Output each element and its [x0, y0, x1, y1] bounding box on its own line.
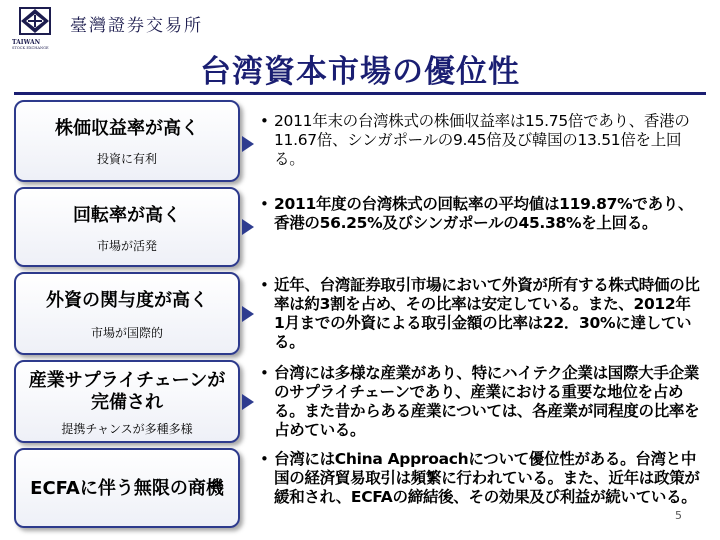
twse-logo [10, 6, 203, 50]
advantage-heading: 回転率が高く [73, 205, 181, 226]
advantage-subheading: 投資に有利 [96, 152, 157, 166]
advantage-bullet [260, 112, 700, 169]
arrow-right-icon [242, 394, 254, 410]
advantage-subheading: 市場が国際的 [90, 326, 163, 340]
advantage-description: 2011年末の台湾株式の株価収益率は15.75倍であり、香港の11.67倍、シンガポールの9.45倍及び韓国の13.51倍を上回る。 [274, 112, 690, 168]
title-divider [14, 92, 706, 95]
logo-english-subtitle: STOCK EXCHANGE [12, 46, 49, 50]
advantage-description: 台湾にはChina Approachについて優位性がある。台湾と中国の経済貿易取引は頻繁に行われている。また、近年は政策が緩和され、ECFAの締結後、その効果及び利益が続いている。 [274, 450, 700, 506]
advantage-bullet [260, 450, 700, 507]
arrow-right-icon [242, 136, 254, 152]
advantage-heading: 産業サプライチェーンが完備され [28, 370, 226, 413]
advantage-heading-box [14, 272, 240, 355]
advantage-subheading: 提携チャンスが多種多様 [61, 422, 193, 436]
advantage-heading-box [14, 448, 240, 528]
advantage-heading-box [14, 360, 240, 443]
advantage-bullet [260, 364, 700, 440]
logo-chinese-name: 臺灣證券交易所 [70, 16, 203, 36]
advantage-description: 台湾には多様な産業があり、特にハイテク企業は国際大手企業のサプライチェーンであり、産業における重要な地位を占める。また昔からある産業については、各産業が同程度の比率を占めている。 [274, 364, 700, 439]
page-number: 5 [675, 509, 682, 522]
advantage-description: 近年、台湾証券取引市場において外資が所有する株式時価の比率は約3割を占め、その比率は安定している。また、2012年1月までの外資による取引金額の比率は22．30%に達している。 [274, 276, 700, 351]
logo-english-name: TAIWAN [12, 39, 41, 46]
page-title: 台湾資本市場の優位性 [200, 54, 520, 90]
advantage-heading-box [14, 100, 240, 182]
bullet-icon: • [260, 112, 269, 130]
bullet-icon: • [260, 364, 269, 382]
advantage-heading: ECFAに伴う無限の商機 [30, 478, 224, 499]
arrow-right-icon [242, 306, 254, 322]
advantage-subheading: 市場が活発 [96, 239, 157, 253]
advantage-description: 2011年度の台湾株式の回転率の平均値は119.87%であり、香港の56.25%及びシンガポールの45.38%を上回る。 [274, 195, 694, 232]
bullet-icon: • [260, 450, 269, 468]
advantage-heading: 外資の関与度が高く [46, 290, 208, 311]
advantage-heading-box [14, 187, 240, 267]
bullet-icon: • [260, 195, 269, 213]
advantage-bullet [260, 276, 700, 352]
advantage-bullet [260, 195, 700, 233]
advantage-heading: 株価収益率が高く [55, 118, 199, 139]
bullet-icon: • [260, 276, 269, 294]
arrow-right-icon [242, 219, 254, 235]
